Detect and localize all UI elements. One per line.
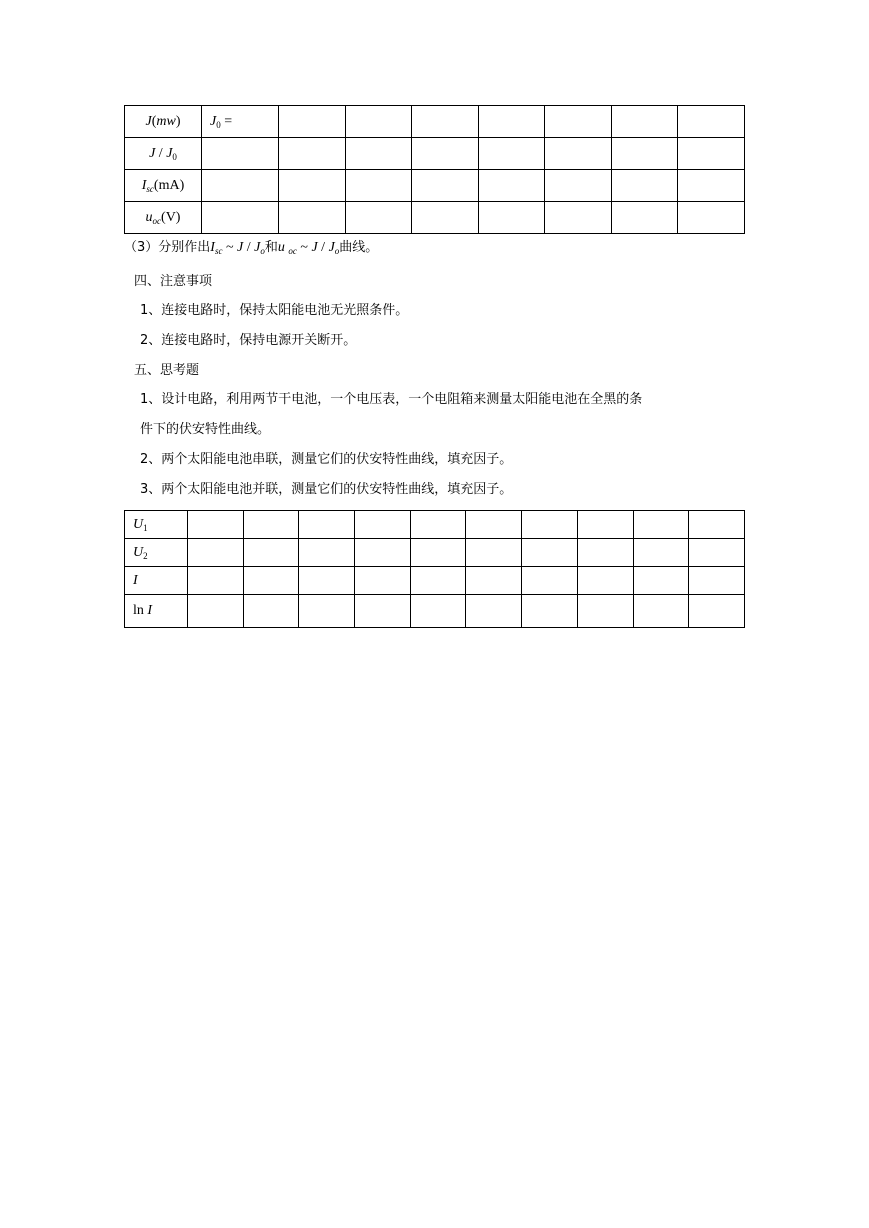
table-cell[interactable] xyxy=(412,202,479,234)
row-label-j-mw: J(mw) xyxy=(125,106,202,138)
table-cell[interactable] xyxy=(412,170,479,202)
table-cell[interactable] xyxy=(478,106,545,138)
table-cell[interactable] xyxy=(299,539,355,567)
question-3: 3、两个太阳能电池并联，测量它们的伏安特性曲线，填充因子。 xyxy=(140,482,513,497)
table-cell[interactable] xyxy=(478,170,545,202)
table-cell[interactable] xyxy=(577,511,633,539)
table-row xyxy=(125,138,745,170)
table-cell[interactable] xyxy=(202,170,279,202)
row-label-uoc: $u_{oc}(V)$ xyxy=(125,202,202,234)
table-cell[interactable] xyxy=(633,539,689,567)
table-cell[interactable] xyxy=(410,511,466,539)
row-label-ln-i: ln I xyxy=(125,595,188,628)
table-cell[interactable] xyxy=(577,595,633,628)
table-cell[interactable] xyxy=(412,138,479,170)
question-1-line1: 1、设计电路，利用两节干电池，一个电压表，一个电阻箱来测量太阳能电池在全黑的条 xyxy=(140,392,643,407)
table-cell[interactable] xyxy=(689,539,745,567)
table-row xyxy=(125,511,745,539)
table-cell[interactable] xyxy=(299,567,355,595)
table-cell[interactable] xyxy=(611,170,678,202)
j0-cell[interactable]: $J_0$ = xyxy=(202,106,279,138)
table-cell[interactable] xyxy=(466,567,522,595)
row-label-j-ratio: J / $J_0$ xyxy=(125,138,202,170)
section5-heading: 五、思考题 xyxy=(134,363,200,378)
table-cell[interactable] xyxy=(299,511,355,539)
table-cell[interactable] xyxy=(633,595,689,628)
table-cell[interactable] xyxy=(678,138,745,170)
table-cell[interactable] xyxy=(522,539,578,567)
table-cell[interactable] xyxy=(355,511,411,539)
row-label-i: I xyxy=(125,567,188,595)
table-cell[interactable] xyxy=(345,138,412,170)
table-cell[interactable] xyxy=(545,106,612,138)
table-cell[interactable] xyxy=(188,567,244,595)
table-cell[interactable] xyxy=(478,138,545,170)
table-cell[interactable] xyxy=(243,567,299,595)
table-row xyxy=(125,539,745,567)
measurement-table-2 xyxy=(124,510,745,628)
table-cell[interactable] xyxy=(345,170,412,202)
table-cell[interactable] xyxy=(466,539,522,567)
table-cell[interactable] xyxy=(355,539,411,567)
table-cell[interactable] xyxy=(188,511,244,539)
table-row xyxy=(125,170,745,202)
note-item: 2、连接电路时，保持电源开关断开。 xyxy=(140,333,357,348)
table-cell[interactable] xyxy=(522,511,578,539)
table-cell[interactable] xyxy=(279,138,346,170)
table-row xyxy=(125,567,745,595)
step3-instruction: （3）分别作出$I_{sc}$ ~ J / $J_o$和u $_{oc}$ ~ J / $J_o$曲线。 xyxy=(124,240,379,256)
table-row xyxy=(125,106,745,138)
note-item: 1、连接电路时，保持太阳能电池无光照条件。 xyxy=(140,303,409,318)
table-cell[interactable] xyxy=(243,539,299,567)
table-cell[interactable] xyxy=(279,202,346,234)
table-cell[interactable] xyxy=(689,567,745,595)
table-cell[interactable] xyxy=(522,567,578,595)
table-cell[interactable] xyxy=(678,170,745,202)
table-cell[interactable] xyxy=(633,511,689,539)
table-cell[interactable] xyxy=(633,567,689,595)
table-cell[interactable] xyxy=(678,202,745,234)
table-cell[interactable] xyxy=(345,106,412,138)
table-cell[interactable] xyxy=(577,567,633,595)
measurement-table-1 xyxy=(124,105,745,234)
table-cell[interactable] xyxy=(412,106,479,138)
table-cell[interactable] xyxy=(611,138,678,170)
question-2: 2、两个太阳能电池串联，测量它们的伏安特性曲线，填充因子。 xyxy=(140,452,513,467)
table-cell[interactable] xyxy=(355,567,411,595)
table-cell[interactable] xyxy=(188,595,244,628)
table-cell[interactable] xyxy=(545,202,612,234)
row-label-isc: $I_{sc}(mA)$ xyxy=(125,170,202,202)
table-cell[interactable] xyxy=(478,202,545,234)
table-cell[interactable] xyxy=(545,170,612,202)
question-1-line2: 件下的伏安特性曲线。 xyxy=(140,422,271,437)
table-cell[interactable] xyxy=(243,595,299,628)
table-cell[interactable] xyxy=(299,595,355,628)
table-cell[interactable] xyxy=(279,170,346,202)
table-cell[interactable] xyxy=(243,511,299,539)
table-cell[interactable] xyxy=(545,138,612,170)
table-cell[interactable] xyxy=(410,595,466,628)
table-cell[interactable] xyxy=(279,106,346,138)
table-cell[interactable] xyxy=(522,595,578,628)
table-cell[interactable] xyxy=(202,202,279,234)
table-cell[interactable] xyxy=(611,202,678,234)
table-cell[interactable] xyxy=(678,106,745,138)
table-cell[interactable] xyxy=(345,202,412,234)
table-cell[interactable] xyxy=(355,595,411,628)
formula-isc: $I_{sc}$ ~ J / $J_o$ xyxy=(210,240,265,256)
section4-heading: 四、注意事项 xyxy=(134,274,213,289)
table-cell[interactable] xyxy=(577,539,633,567)
table-cell[interactable] xyxy=(410,567,466,595)
row-label-u2: $U_2$ xyxy=(125,539,188,567)
formula-uoc: u $_{oc}$ ~ J / $J_o$ xyxy=(277,240,340,256)
table-cell[interactable] xyxy=(202,138,279,170)
table-cell[interactable] xyxy=(410,539,466,567)
table-row xyxy=(125,595,745,628)
table-cell[interactable] xyxy=(466,595,522,628)
table-cell[interactable] xyxy=(611,106,678,138)
table-cell[interactable] xyxy=(689,595,745,628)
row-label-u1: $U_1$ xyxy=(125,511,188,539)
table-cell[interactable] xyxy=(466,511,522,539)
table-cell[interactable] xyxy=(689,511,745,539)
table-cell[interactable] xyxy=(188,539,244,567)
table-row xyxy=(125,202,745,234)
